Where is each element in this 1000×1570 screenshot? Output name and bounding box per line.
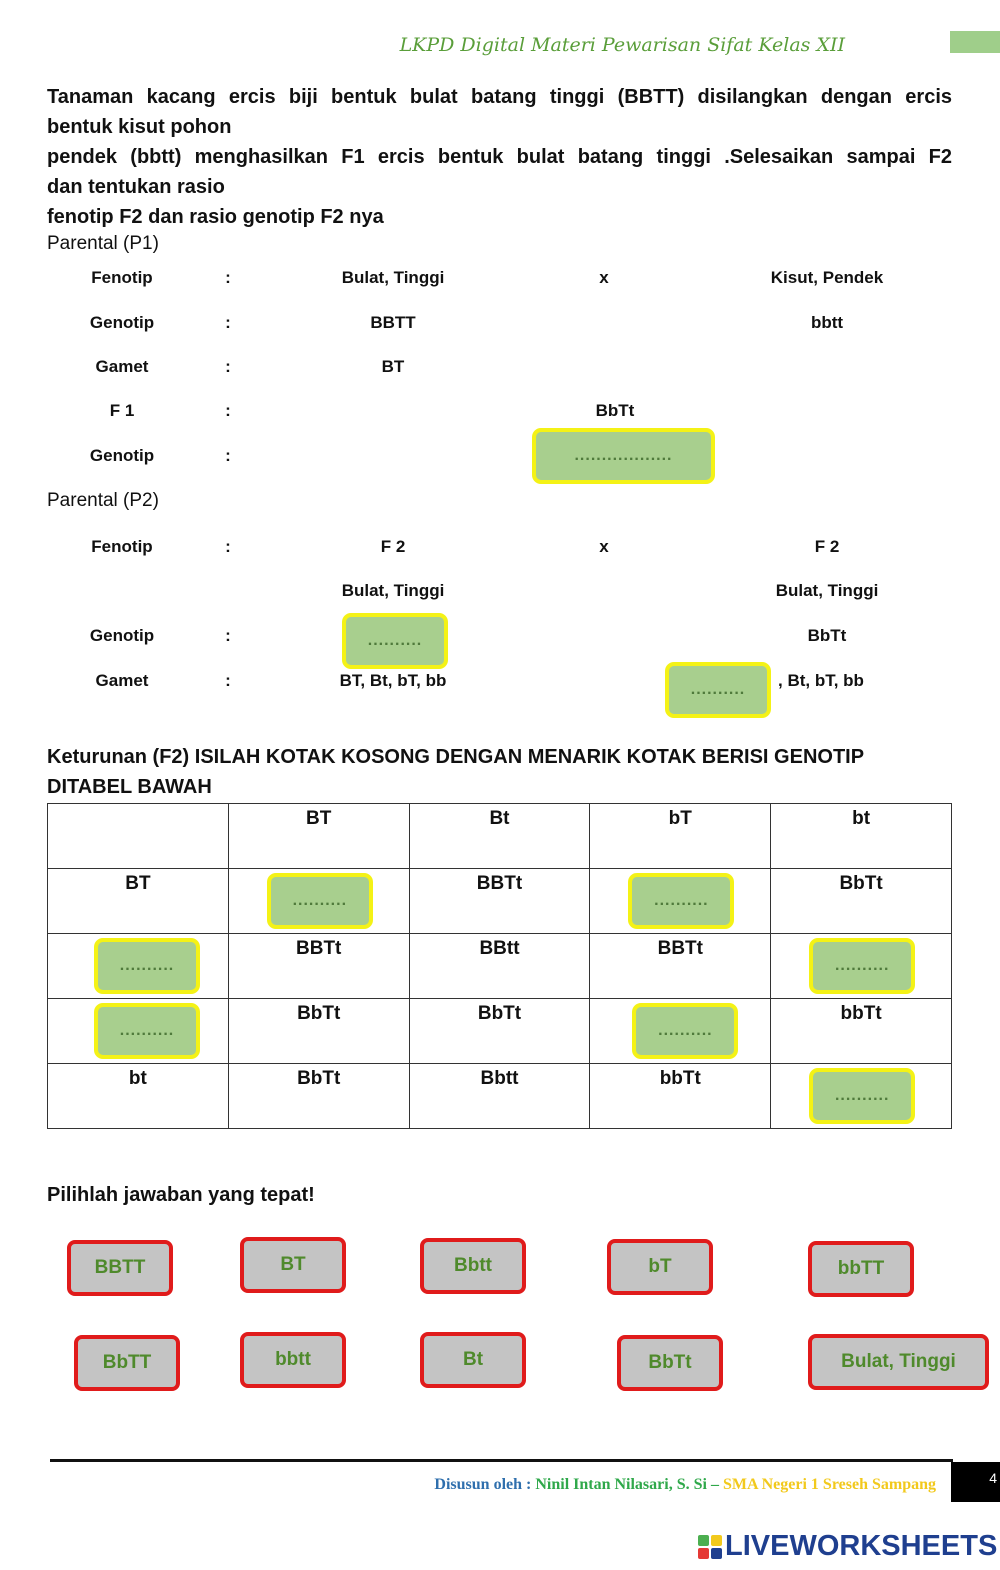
draggable-option[interactable]: BbTt [617,1335,723,1391]
colon: : [225,401,231,420]
draggable-option[interactable]: bT [607,1239,713,1295]
colon: : [225,357,231,376]
f2-instruction [47,742,952,802]
p1-genotip-label: Genotip [89,313,155,332]
drop-zone-cell[interactable]: .......... [632,1003,738,1059]
liveworksheets-logo [698,1530,997,1563]
table-header-cell: Bt [409,804,590,869]
draggable-option[interactable]: BBTT [67,1240,173,1296]
p2-phenotype-left: Bulat, Tinggi [341,581,445,600]
table-cell: BBtt [409,934,590,999]
drop-zone-cell[interactable]: .......... [809,1068,915,1124]
colon: : [225,268,231,287]
question-line: bentuk kisut pohon [47,116,232,138]
table-cell [590,869,771,934]
drop-zone-cell[interactable]: .......... [809,938,915,994]
f1-value: BbTt [595,401,635,420]
table-row-header: BT [48,869,229,934]
table-cell: BBTt [590,934,771,999]
p2-gamet-label: Gamet [95,671,149,690]
p1-genotip-right: bbtt [810,313,844,332]
footer-prefix: Disusun oleh : [434,1476,536,1493]
table-cell: bbTt [771,999,952,1064]
instruction-line: Keturunan (F2) ISILAH KOTAK KOSONG DENGAN MENARIK KOTAK BERISI GENOTIP [47,746,865,768]
table-header-cell: bt [771,804,952,869]
p1-fenotip-label: Fenotip [91,268,153,287]
footer-author: Ninil Intan Nilasari, S. Si [535,1476,707,1493]
page-number: 4 [951,1462,1000,1502]
p1-f1-genotip-label: Genotip [89,446,155,465]
document-title: LKPD Digital Materi Pewarisan Sifat Kelas XII [399,34,845,56]
p2-fenotip-right: F 2 [814,537,840,556]
drop-zone-p2-genotip-left[interactable]: .......... [342,613,448,669]
table-cell: BbTt [771,869,952,934]
colon: : [225,446,231,465]
parental-p2-label: Parental (P2) [47,490,159,511]
table-cell: BbTt [228,1064,409,1129]
p2-fenotip-label: Fenotip [91,537,153,556]
table-row [48,869,952,934]
colon: : [225,671,231,690]
footer-separator: – [706,1476,723,1493]
colon: : [225,626,231,645]
colon: : [225,537,231,556]
table-row-header: bt [48,1064,229,1129]
question-line: dan tentukan rasio [47,176,225,198]
options-heading: Pilihlah jawaban yang tepat! [47,1184,315,1206]
table-cell [771,1064,952,1129]
table-row [48,999,952,1064]
drop-zone-row-header[interactable]: .......... [94,1003,200,1059]
table-cell-corner [48,804,229,869]
p2-genotip-right: BbTt [807,626,847,645]
p2-gamet-right: , Bt, bT, bb [778,671,864,690]
instruction-line: DITABEL BAWAH [47,776,212,798]
p2-genotip-label: Genotip [89,626,155,645]
drop-zone-row-header[interactable]: .......... [94,938,200,994]
draggable-option[interactable]: bbTT [808,1241,914,1297]
question-line: pendek (bbtt) menghasilkan F1 ercis bentuk bulat batang tinggi .Selesaikan sampai F2 [47,146,952,168]
table-row-header [48,934,229,999]
p1-fenotip-left: Bulat, Tinggi [341,268,445,287]
parental-p1-label: Parental (P1) [47,233,159,254]
table-cell: BbTt [409,999,590,1064]
p1-gamet-label: Gamet [95,357,149,376]
table-cell: Bbtt [409,1064,590,1129]
liveworksheets-icon [698,1535,722,1559]
question-line: fenotip F2 dan rasio genotip F2 nya [47,206,384,228]
question-line: Tanaman kacang ercis biji bentuk bulat batang tinggi (BBTT) disilangkan dengan ercis [47,86,952,108]
table-cell: BBTt [409,869,590,934]
table-cell: BbTt [228,999,409,1064]
table-cell [771,934,952,999]
punnett-square-table [47,803,952,1129]
draggable-option[interactable]: BT [240,1237,346,1293]
question-text [47,82,952,232]
brand-name: LIVEWORKSHEETS [725,1530,998,1562]
footer-credit [200,1476,936,1494]
table-header-cell: bT [590,804,771,869]
p1-genotip-left: BBTT [370,313,416,332]
p2-fenotip-left: F 2 [380,537,406,556]
draggable-option[interactable]: Bt [420,1332,526,1388]
colon: : [225,313,231,332]
footer-school: SMA Negeri 1 Sreseh Sampang [722,1476,936,1493]
table-cell: bbTt [590,1064,771,1129]
cross-symbol: x [599,537,609,556]
cross-symbol: x [599,268,609,287]
drop-zone-cell[interactable]: .......... [267,873,373,929]
table-cell: BBTt [228,934,409,999]
p2-phenotype-right: Bulat, Tinggi [775,581,879,600]
drop-zone-f1-genotip[interactable]: .................. [532,428,715,484]
table-row [48,934,952,999]
table-cell [228,869,409,934]
footer-divider [50,1459,953,1462]
draggable-option[interactable]: bbtt [240,1332,346,1388]
table-cell [590,999,771,1064]
table-row [48,1064,952,1129]
p1-fenotip-right: Kisut, Pendek [770,268,884,287]
header-accent-bar [950,31,1000,53]
table-row-header [48,999,229,1064]
draggable-option[interactable]: BbTT [74,1335,180,1391]
p1-gamet-left: BT [381,357,405,376]
table-row [48,804,952,869]
table-header-cell: BT [228,804,409,869]
drop-zone-p2-gamet-right[interactable]: .......... [665,662,771,718]
draggable-option[interactable]: Bbtt [420,1238,526,1294]
p2-gamet-left: BT, Bt, bT, bb [339,671,447,690]
drop-zone-cell[interactable]: .......... [628,873,734,929]
draggable-option[interactable]: Bulat, Tinggi [808,1334,989,1390]
f1-label: F 1 [109,401,135,420]
